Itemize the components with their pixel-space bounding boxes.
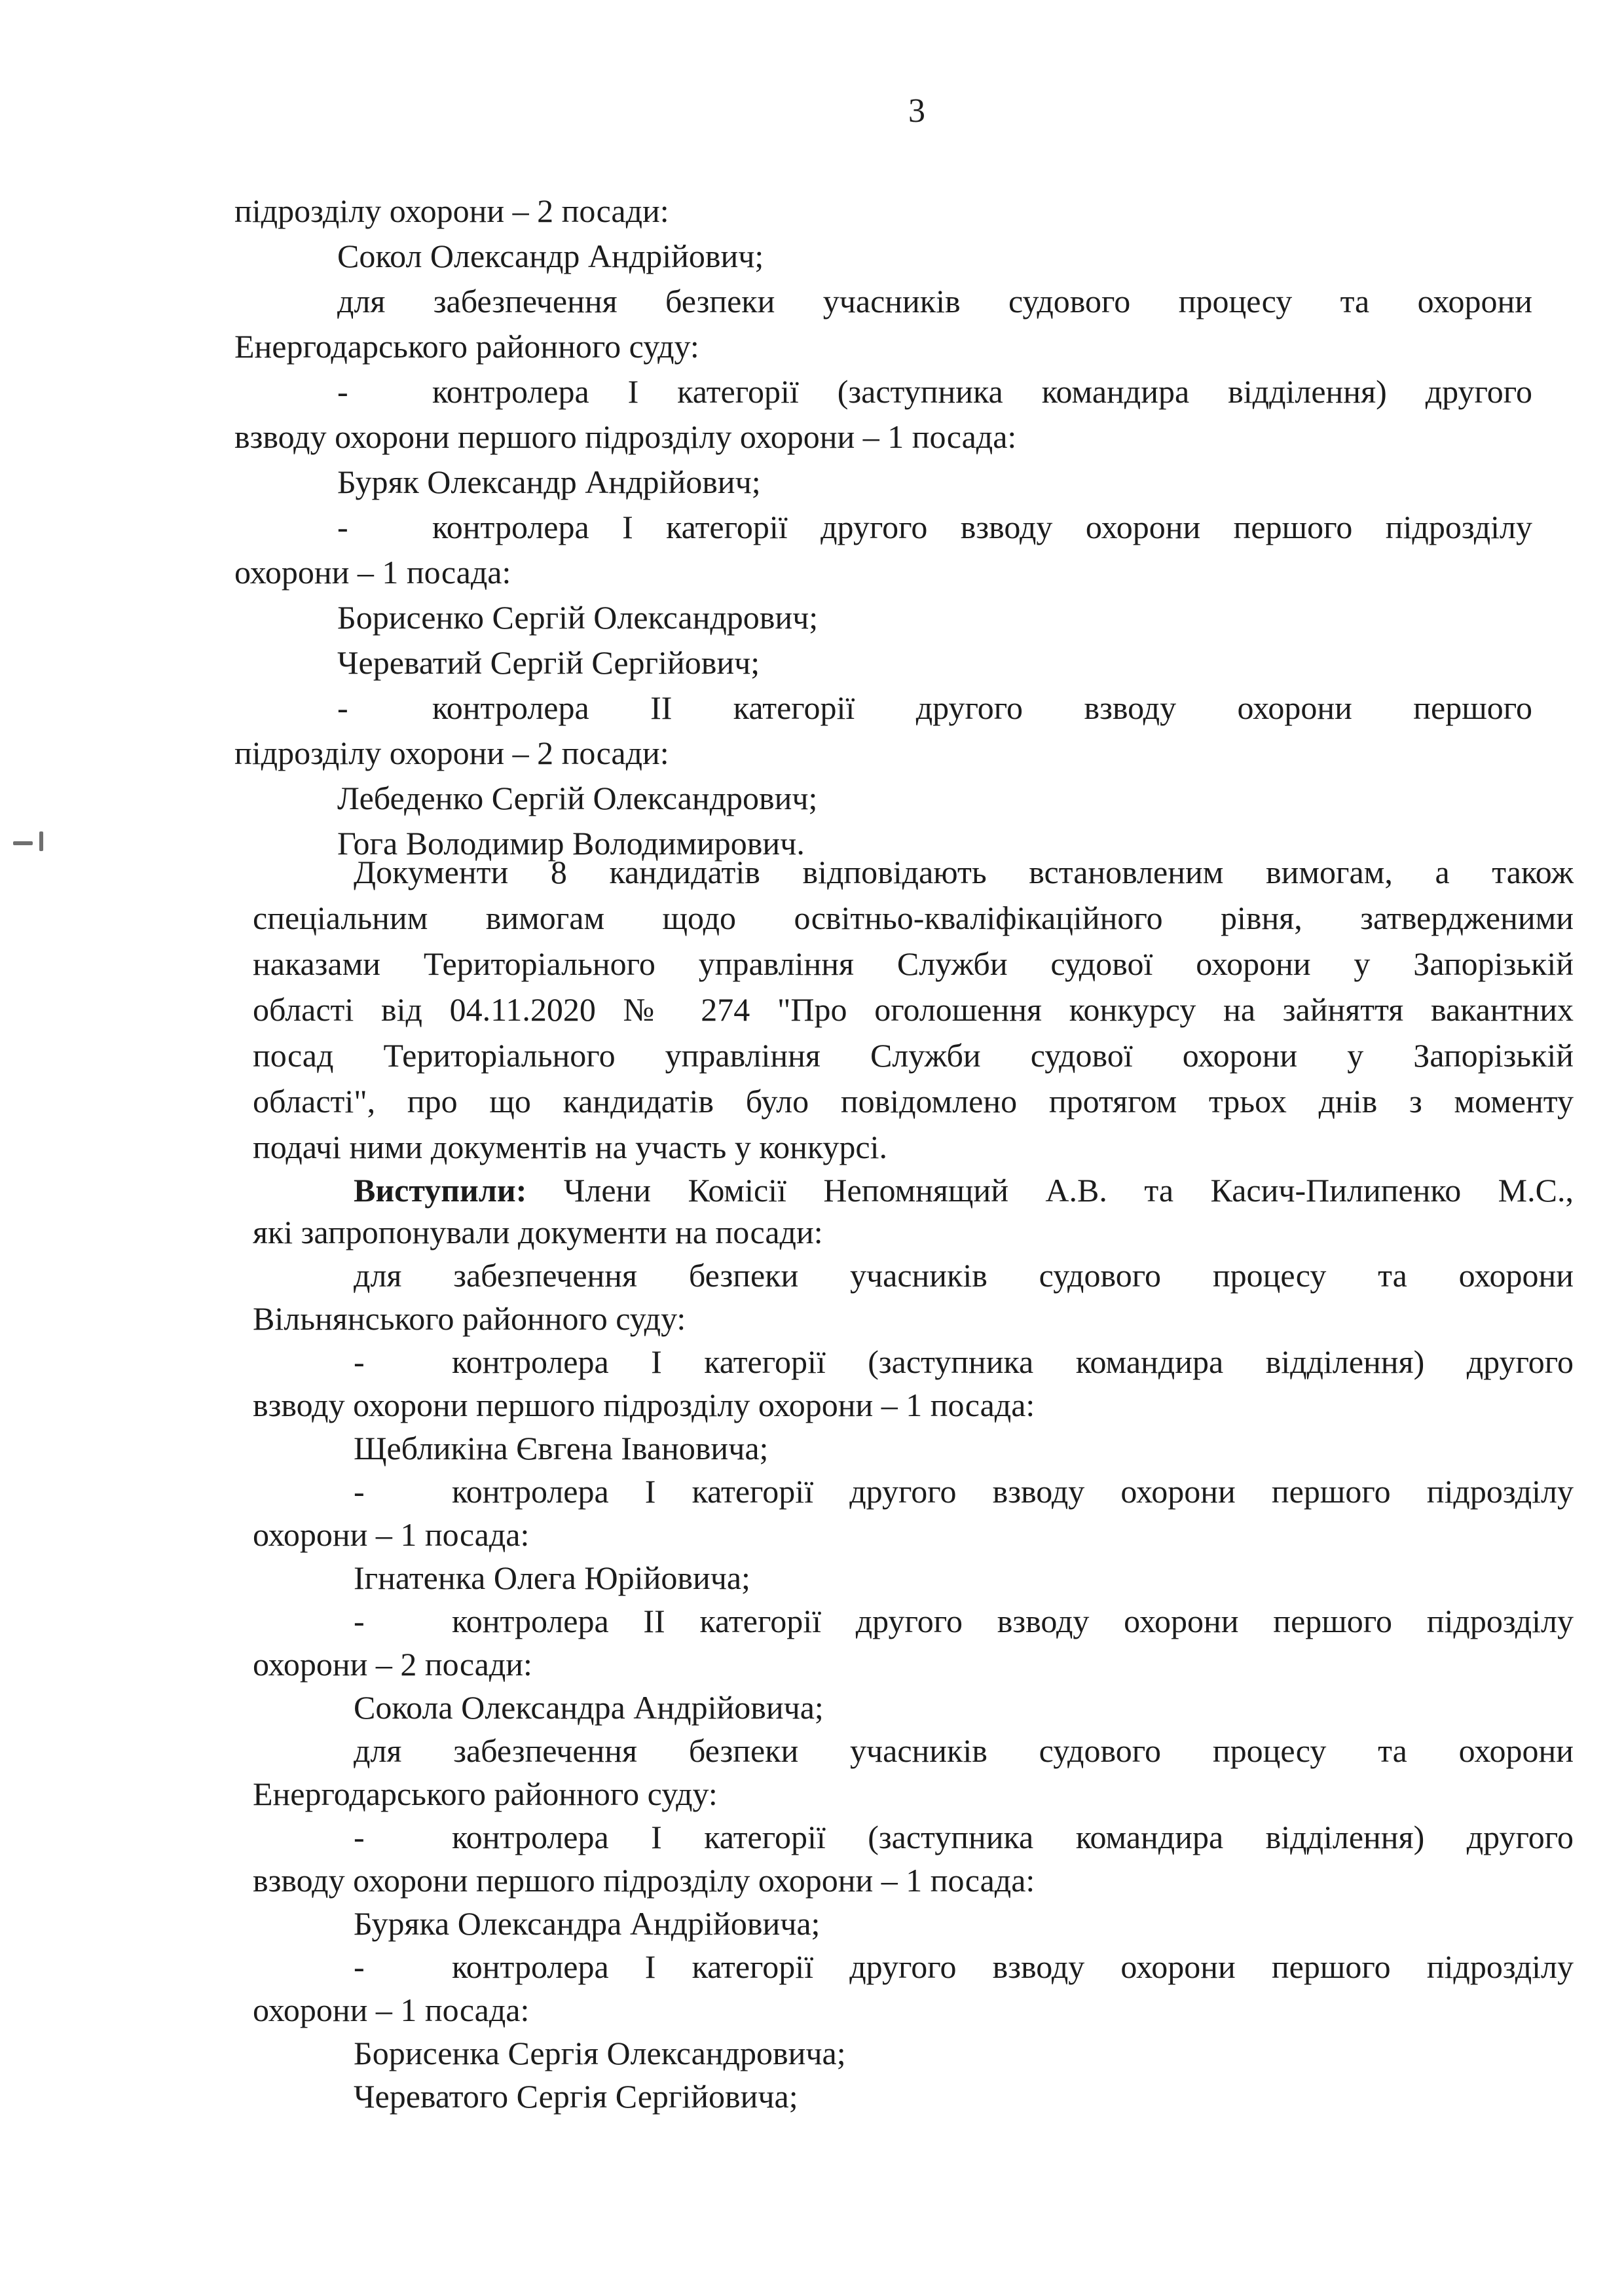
text-line: Лебеденко Сергій Олександрович;	[337, 780, 818, 816]
list-dash: -	[354, 1948, 365, 1985]
text-line: Гога Володимир Володимирович.	[337, 825, 805, 862]
text-line: контролера I категорії (заступника командира відділення) другого	[452, 1819, 1574, 1855]
list-dash: -	[337, 509, 348, 545]
list-dash: -	[337, 689, 348, 726]
text-line: які запропонували документи на посади:	[253, 1214, 823, 1250]
page-number: 3	[908, 92, 925, 130]
list-dash: -	[354, 1343, 365, 1380]
text-line: для забезпечення безпеки учасників судового процесу та охорони	[354, 1732, 1574, 1769]
text-line: Енергодарського районного суду:	[253, 1776, 718, 1812]
text-line: Сокола Олександра Андрійовича;	[354, 1689, 824, 1726]
scan-mark	[13, 841, 33, 845]
text-line: контролера I категорії другого взводу охорони першого підрозділу	[432, 509, 1532, 545]
list-dash: -	[354, 1603, 365, 1639]
text-line: для забезпечення безпеки учасників судового процесу та охорони	[337, 283, 1532, 319]
speakers-line	[354, 1171, 1574, 1209]
text-line: області від 04.11.2020 № 274 "Про оголошення конкурсу на зайняття вакантних	[253, 991, 1574, 1028]
speakers-text: Члени Комісії Непомнящий А.В. та Касич-Пилипенко М.С.,	[526, 1172, 1574, 1209]
text-line: контролера II категорії другого взводу охорони першого підрозділу	[452, 1603, 1574, 1639]
text-line: Вільнянського районного суду:	[253, 1300, 686, 1337]
text-line: взводу охорони першого підрозділу охорони – 1 посада:	[253, 1862, 1035, 1899]
text-line: Буряка Олександра Андрійовича;	[354, 1905, 821, 1942]
text-line: контролера I категорії (заступника командира відділення) другого	[432, 373, 1532, 410]
text-line: підрозділу охорони – 2 посади:	[234, 192, 669, 229]
text-line: наказами Територіального управління Служби судової охорони у Запорізькій	[253, 945, 1574, 982]
text-line: охорони – 1 посада:	[234, 554, 511, 591]
text-line: Череватого Сергія Сергійовича;	[354, 2078, 798, 2115]
text-line: посад Територіального управління Служби судової охорони у Запорізькій	[253, 1037, 1574, 1074]
text-line: Борисенка Сергія Олександровича;	[354, 2035, 846, 2071]
text-line: взводу охорони першого підрозділу охорони – 1 посада:	[234, 418, 1017, 455]
text-line: контролера I категорії (заступника командира відділення) другого	[452, 1343, 1574, 1380]
text-line: Борисенко Сергій Олександрович;	[337, 599, 819, 636]
speakers-label: Виступили:	[354, 1172, 527, 1209]
text-line: контролера II категорії другого взводу охорони першого	[432, 689, 1532, 726]
text-line: для забезпечення безпеки учасників судового процесу та охорони	[354, 1257, 1574, 1294]
text-line: Ігнатенка Олега Юрійовича;	[354, 1559, 750, 1596]
scan-mark	[39, 831, 43, 851]
text-line: Череватий Сергій Сергійович;	[337, 644, 760, 681]
text-line: Щебликіна Євгена Івановича;	[354, 1430, 769, 1467]
text-line: подачі ними документів на участь у конкурсі.	[253, 1129, 888, 1165]
text-line: Документи 8 кандидатів відповідають встановленим вимогам, а також	[354, 854, 1574, 890]
text-line: охорони – 2 посади:	[253, 1646, 532, 1683]
list-dash: -	[337, 373, 348, 410]
text-line: області", про що кандидатів було повідомлено протягом трьох днів з моменту	[253, 1083, 1574, 1120]
text-line: контролера I категорії другого взводу охорони першого підрозділу	[452, 1948, 1574, 1985]
text-line: взводу охорони першого підрозділу охорони – 1 посада:	[253, 1387, 1035, 1423]
text-line: охорони – 1 посада:	[253, 1992, 530, 2028]
text-line: Енергодарського районного суду:	[234, 328, 699, 365]
text-line: спеціальним вимогам щодо освітньо-кваліфікаційного рівня, затвердженими	[253, 900, 1574, 936]
list-dash: -	[354, 1473, 365, 1510]
text-line: охорони – 1 посада:	[253, 1516, 530, 1553]
text-line: підрозділу охорони – 2 посади:	[234, 735, 669, 771]
text-line: Сокол Олександр Андрійович;	[337, 238, 764, 274]
list-dash: -	[354, 1819, 365, 1855]
text-line: Буряк Олександр Андрійович;	[337, 464, 761, 500]
text-line: контролера I категорії другого взводу охорони першого підрозділу	[452, 1473, 1574, 1510]
